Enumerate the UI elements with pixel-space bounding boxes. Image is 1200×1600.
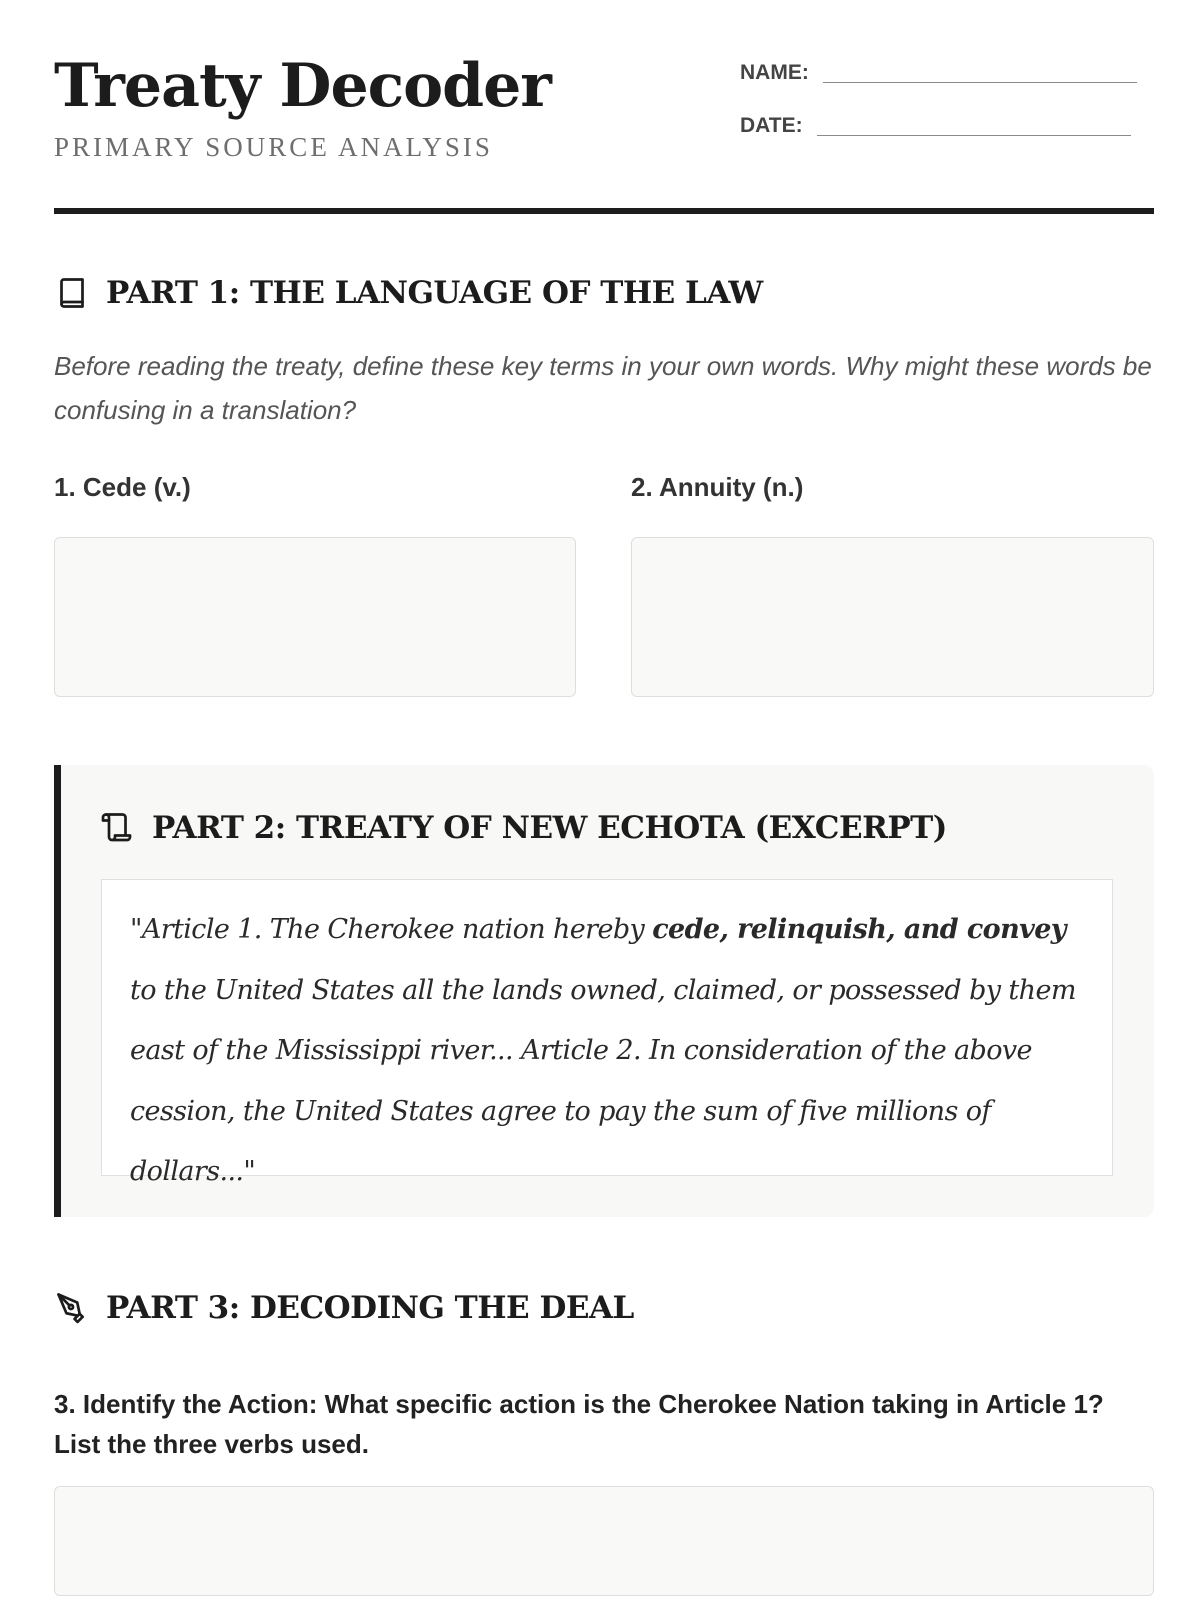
cede-answer-box[interactable] <box>54 537 576 697</box>
book-icon <box>54 275 90 311</box>
pen-icon <box>54 1290 90 1326</box>
name-label: NAME: <box>740 61 809 84</box>
date-field-row <box>740 115 1131 136</box>
part3-heading <box>54 1290 634 1326</box>
date-field[interactable] <box>817 116 1131 136</box>
name-field[interactable] <box>823 63 1137 83</box>
page-title: Treaty Decoder <box>54 51 551 121</box>
part2-heading <box>100 810 947 846</box>
part1-instructions: Before reading the treaty, define these key terms in your own words. Why might these words be confusing in a translation? <box>54 351 1152 425</box>
quote-text-before: "Article 1. The Cherokee nation hereby <box>130 914 653 945</box>
term-label-annuity: 2. Annuity (n.) <box>631 472 804 502</box>
part1-title: PART 1: THE LANGUAGE OF THE LAW <box>106 274 763 311</box>
term-label-cede: 1. Cede (v.) <box>54 472 191 502</box>
worksheet-page <box>54 0 1154 1600</box>
quote-emphasis: cede, relinquish, and convey <box>652 914 1066 945</box>
part2-title: PART 2: TREATY OF NEW ECHOTA (EXCERPT) <box>152 809 947 846</box>
treaty-excerpt <box>101 879 1113 1187</box>
date-label: DATE: <box>740 114 803 137</box>
page-subtitle: PRIMARY SOURCE ANALYSIS <box>54 132 493 162</box>
annuity-answer-box[interactable] <box>631 537 1154 697</box>
treaty-quote <box>130 900 1084 1203</box>
scroll-icon <box>100 810 136 846</box>
name-field-row <box>740 62 1137 83</box>
question-3-answer-box[interactable] <box>54 1486 1154 1596</box>
quote-text-after: to the United States all the lands owned, claimed, or possessed by them east of the Mississippi river... Article 2. In consideration of the above cession, the United States agree to pay the sum of five millions of dollars..." <box>130 974 1076 1187</box>
part3-title: PART 3: DECODING THE DEAL <box>106 1289 634 1326</box>
header-divider <box>54 208 1154 214</box>
question-3: 3. Identify the Action: What specific action is the Cherokee Nation taking in Article 1? List the three verbs used. <box>54 1389 1104 1459</box>
part1-heading <box>54 275 763 311</box>
